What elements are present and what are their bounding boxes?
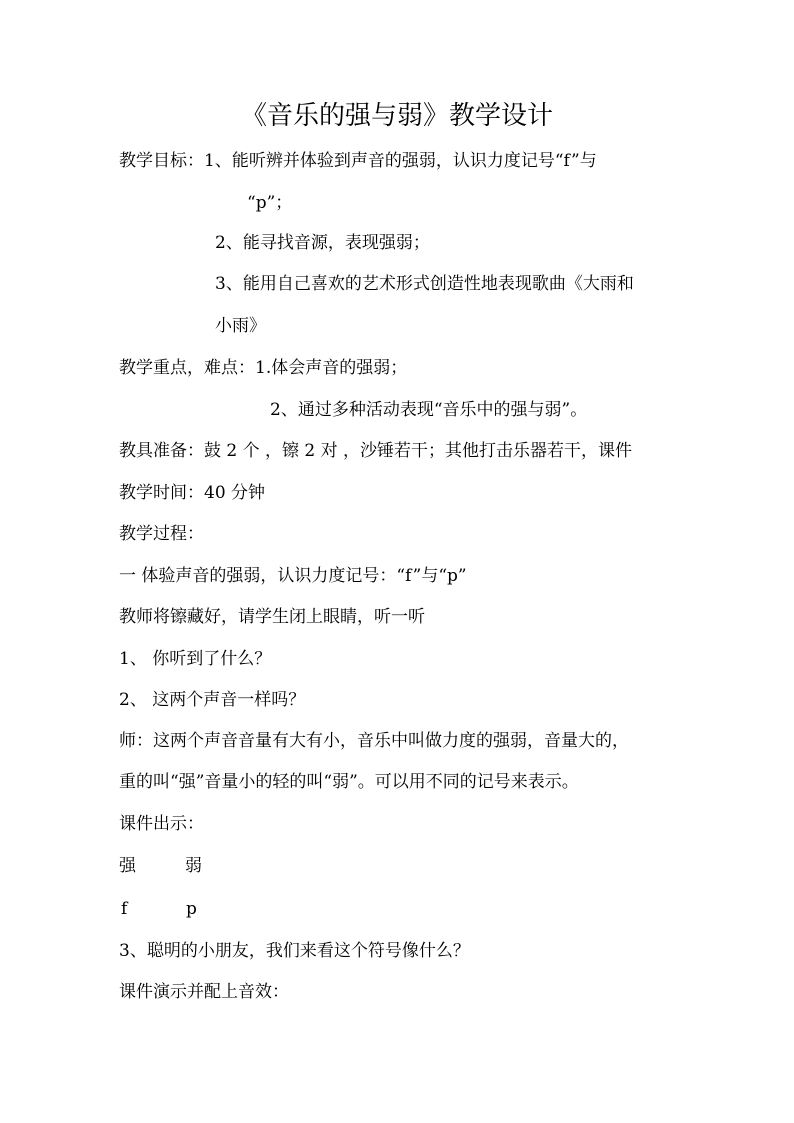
question-3: 3、聪明的小朋友，我们来看这个符号像什么？ (119, 941, 470, 961)
question-2: 2、 这两个声音一样吗？ (119, 690, 306, 710)
courseware-show: 课件出示： (119, 814, 204, 834)
courseware-demo: 课件演示并配上音效： (119, 982, 289, 1002)
piano-symbol: p (186, 899, 197, 919)
process-heading: 教学过程： (119, 524, 204, 544)
objectives-line-3: 3、能用自己喜欢的艺术形式创造性地表现歌曲《大雨和 (215, 274, 634, 294)
teacher-action: 教师将镲藏好，请学生闭上眼睛，听一听 (119, 607, 425, 627)
teacher-explanation-line-1: 师：这两个声音音量有大有小，音乐中叫做力度的强弱，音量大的， (119, 731, 629, 751)
objectives-line-1: 教学目标：1、能听辨并体验到声音的强弱，认识力度记号“f”与 (119, 151, 597, 171)
key-points-line-2: 2、通过多种活动表现“音乐中的强与弱”。 (270, 400, 588, 420)
forte-symbol: f (121, 899, 128, 919)
materials-line: 教具准备：鼓 2 个 ，镲 2 对 ，沙锤若干；其他打击乐器若干，课件 (119, 441, 633, 461)
time-line: 教学时间：40 分钟 (119, 483, 266, 503)
strong-label: 强 (119, 856, 136, 876)
document-title: 《音乐的强与弱》教学设计 (240, 101, 553, 131)
objectives-line-2: 2、能寻找音源，表现强弱； (215, 233, 430, 253)
weak-label: 弱 (185, 856, 202, 876)
key-points-line-1: 教学重点，难点：1.体会声音的强弱； (119, 358, 408, 378)
teacher-explanation-line-2: 重的叫“强”音量小的轻的叫“弱”。可以用不同的记号来表示。 (119, 772, 579, 792)
section-one-heading: 一 体验声音的强弱，认识力度记号：“f”与“p” (119, 566, 467, 586)
objectives-line-3-continued: 小雨》 (215, 316, 266, 336)
objectives-line-1-continued: “p”； (247, 193, 293, 213)
question-1: 1、 你听到了什么？ (119, 649, 272, 669)
